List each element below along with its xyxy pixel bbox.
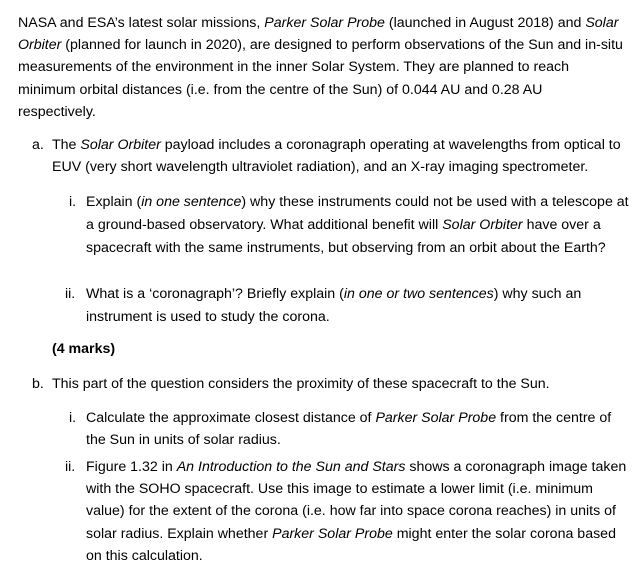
part-b-i-label: i. — [69, 410, 77, 426]
intro-text-1: NASA and ESA’s latest solar missions, — [18, 15, 265, 31]
part-a-ii-italic-1: in one or two sentences — [343, 286, 494, 302]
part-a — [32, 134, 627, 178]
part-b-i-text-1: Calculate the approximate closest distance of — [86, 410, 376, 426]
part-a-text-1: The — [52, 137, 81, 153]
part-a-i-text-2: ) why these instruments could not be used with a telescope at a ground-based observatory. What additional benefit will — [86, 194, 629, 233]
part-a-ii — [65, 283, 629, 329]
part-a-ii-text-2: ) why such an instrument is used to study the corona. — [86, 286, 582, 325]
part-b-label: b. — [32, 376, 44, 392]
intro-mission-parker: Parker Solar Probe — [264, 15, 385, 31]
part-a-i-italic-1: in one sentence — [141, 194, 242, 210]
part-a-i-italic-2: Solar Orbiter — [442, 216, 523, 233]
part-a-ii-text-1: What is a ‘coronagraph’? Briefly explain ( — [86, 286, 344, 302]
part-b-ii-text-3: might enter the solar corona based on this calculation. — [86, 525, 616, 564]
intro-paragraph — [18, 12, 623, 123]
part-b — [32, 373, 627, 396]
part-a-i — [69, 191, 629, 259]
part-b-ii-italic-2: Parker Solar Probe — [272, 525, 393, 542]
part-a-italic-1: Solar Orbiter — [80, 137, 161, 153]
part-a-i-text-1: Explain ( — [86, 194, 142, 210]
intro-text-3: (planned for launch in 2020), are designed to perform observations of the Sun and in-situ measurements of the environment in the inner Solar System. They are planned to reach minimum orbital distances (i.e. from the centre of the Sun) of 0.044 AU and 0.28 AU respectively. — [18, 37, 623, 120]
part-a-label: a. — [32, 137, 44, 153]
part-b-i-text-2: from the centre of the Sun in units of solar radius. — [86, 410, 612, 449]
part-b-text: This part of the question considers the proximity of these spacecraft to the Sun. — [52, 376, 550, 392]
part-a-ii-label: ii. — [65, 286, 76, 302]
part-b-i — [69, 407, 629, 451]
part-b-ii-text-2: shows a coronagraph image taken with the SOHO spacecraft. Use this image to estimate a lower limit (i.e. minimum value) for the extent of the corona (i.e. how far into space corona reaches) in units of solar radius. Explain whether — [86, 459, 627, 542]
part-a-text-2: payload includes a coronagraph operating at wavelengths from optical to EUV (very short wavelength ultraviolet radiation), and an X-ray imaging spectrometer. — [52, 137, 621, 176]
part-b-ii — [65, 456, 629, 567]
marks-label: (4 marks) — [52, 341, 116, 357]
part-b-ii-label: ii. — [65, 459, 76, 475]
part-b-ii-text-1: Figure 1.32 in — [86, 459, 177, 475]
part-b-ii-book-title: An Introduction to the Sun and Stars — [176, 459, 406, 475]
intro-mission-orbiter: Solar Orbiter — [18, 15, 619, 54]
part-a-i-label: i. — [69, 194, 77, 210]
part-a-i-text-3: have over a spacecraft with the same instruments, but observing from an orbit about the Earth? — [86, 216, 606, 256]
intro-text-2: (launched in August 2018) and — [384, 15, 586, 31]
part-b-i-italic-1: Parker Solar Probe — [375, 410, 497, 426]
